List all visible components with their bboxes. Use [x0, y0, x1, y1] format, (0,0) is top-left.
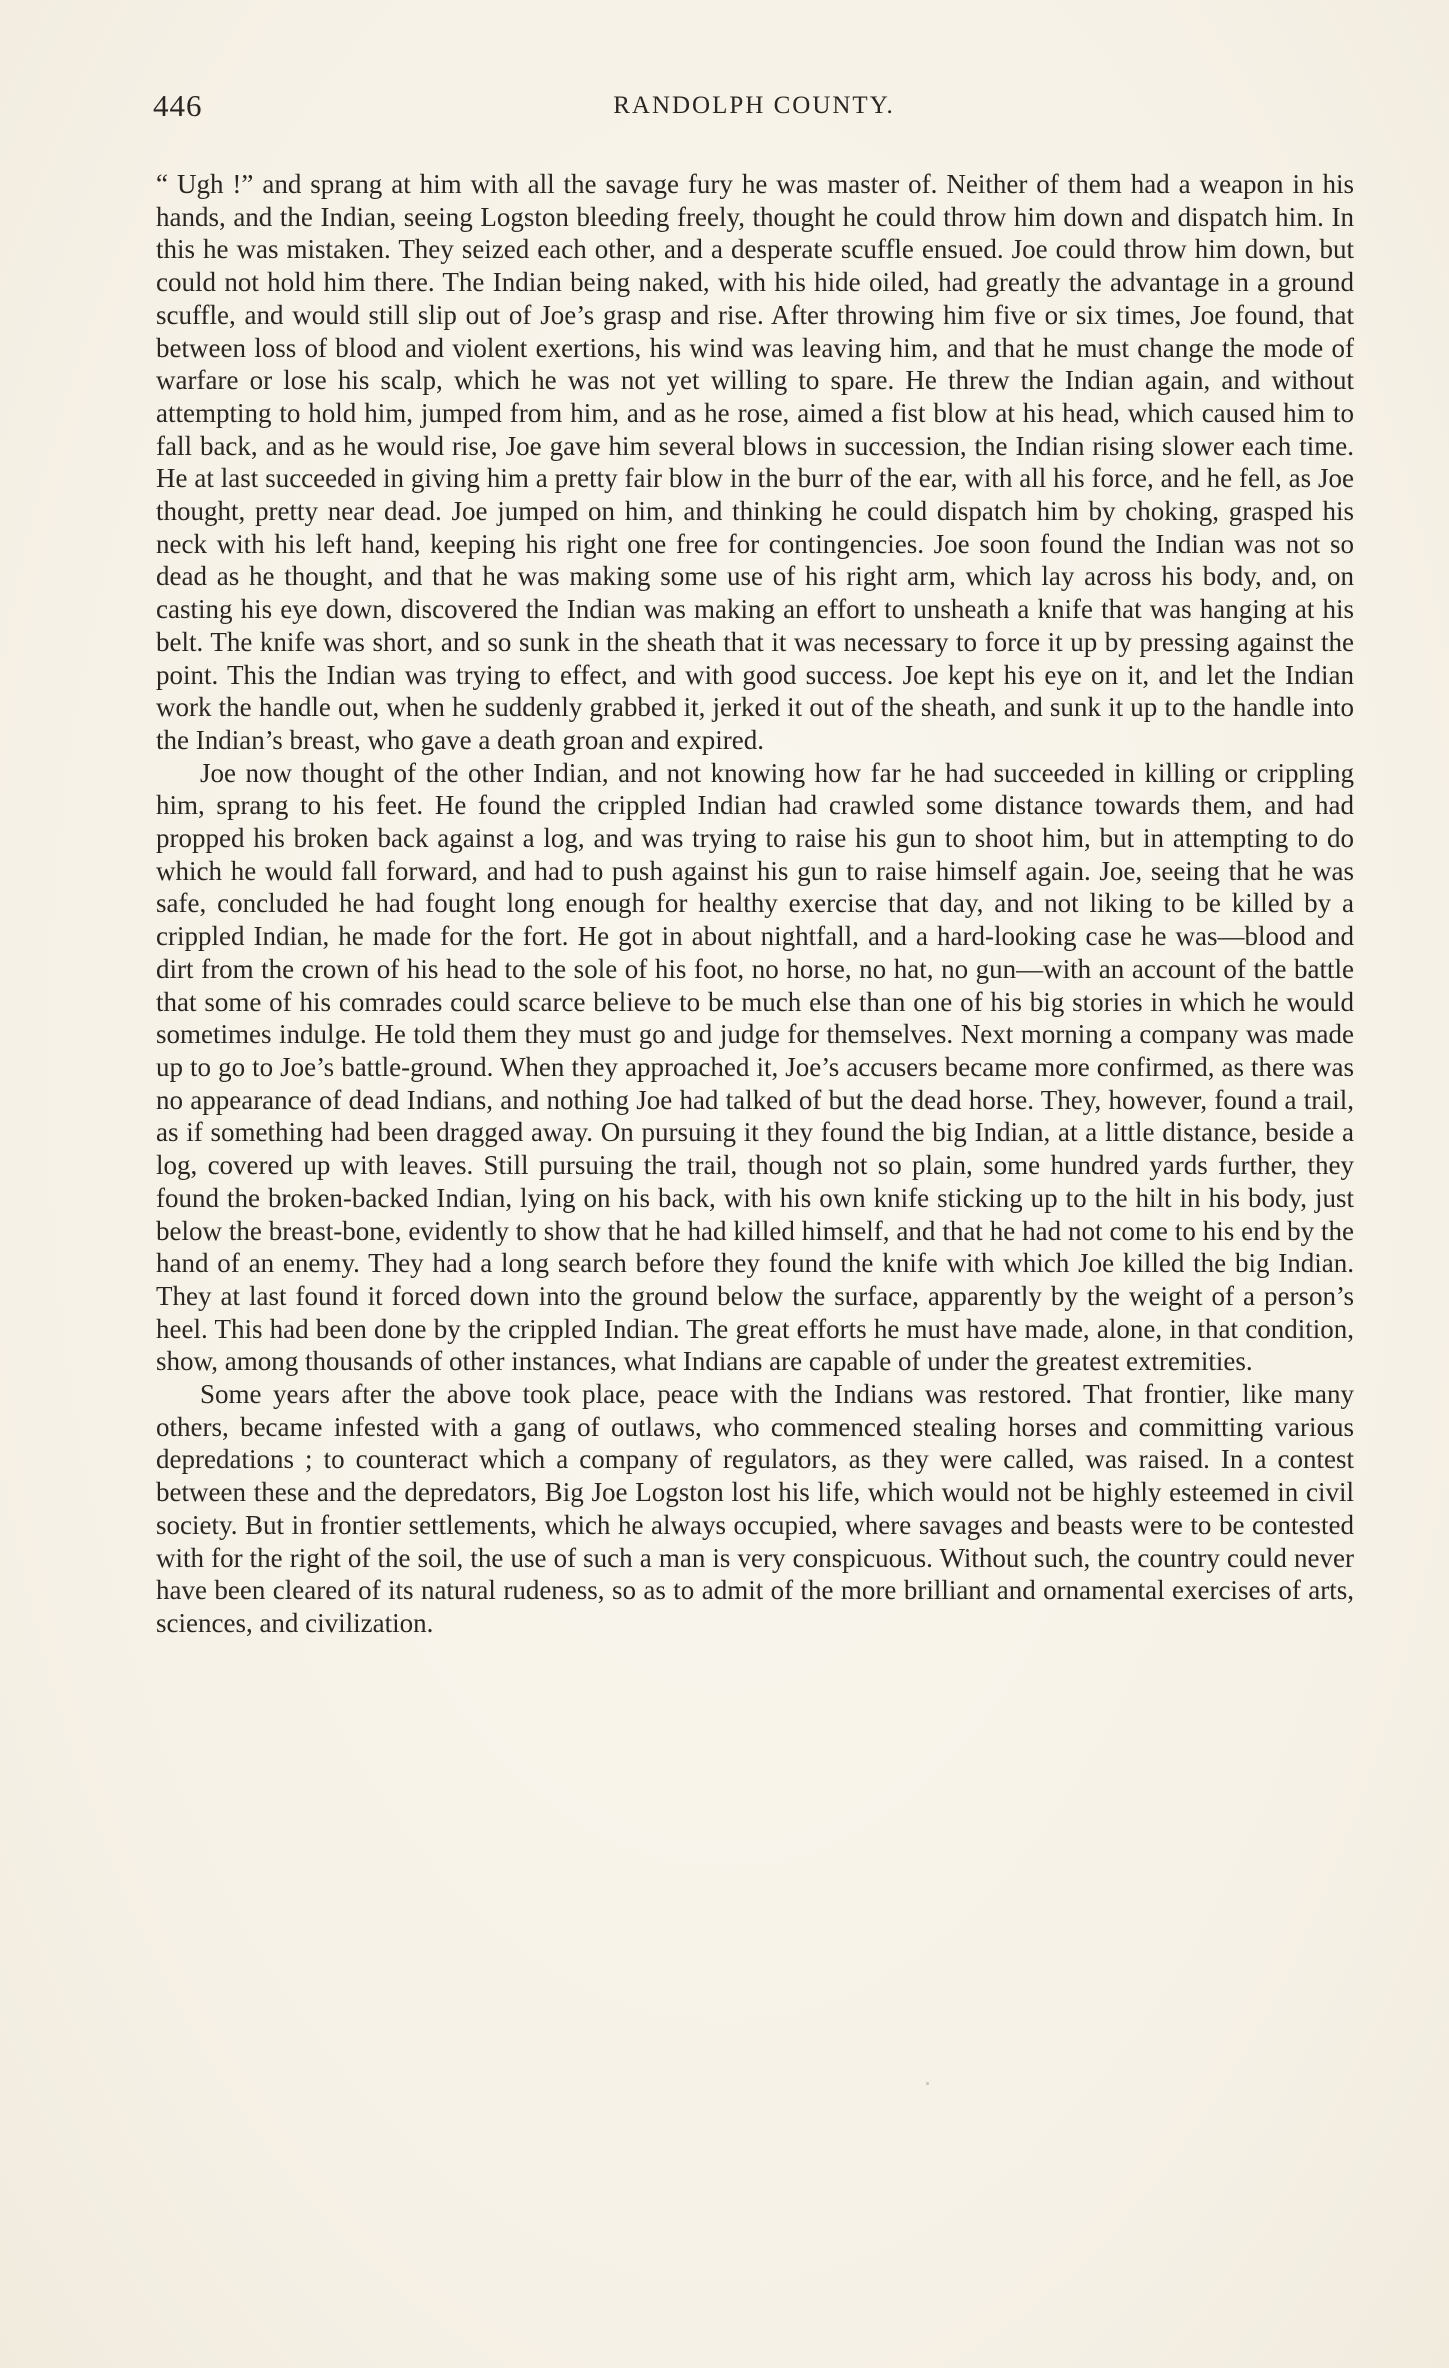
paragraph-2: Joe now thought of the other Indian, and not knowing how far he had succeeded in killing or crippling him, sprang to his feet. He found the crippled Indian had crawled some distance towards them, and had propped his broken back against a log, and was trying to raise his gun to shoot him, but in attempting to do which he would fall forward, and had to push against his gun to raise himself again. Joe, seeing that he was safe, concluded he had fought long enough for healthy exercise that day, and not liking to be killed by a crippled Indian, he made for the fort. He got in about nightfall, and a hard-looking case he was—blood and dirt from the crown of his head to the sole of his foot, no horse, no hat, no gun—with an account of the battle that some of his comrades could scarce believe to be much else than one of his big stories in which he would sometimes indulge. He told them they must go and judge for themselves. Next morning a company was made up to go to Joe’s battle-ground. When they approached it, Joe’s accusers became more confirmed, as there was no appearance of dead Indians, and nothing Joe had talked of but the dead horse. They, however, found a trail, as if something had been dragged away. On pursuing it they found the big Indian, at a little distance, beside a log, covered up with leaves. Still pursuing the trail, though not so plain, some hundred yards further, they found the broken-backed Indian, lying on his back, with his own knife sticking up to the hilt in his body, just below the breast-bone, evidently to show that he had killed himself, and that he had not come to his end by the hand of an enemy. They had a long search before they found the knife with which Joe killed the big Indian. They at last found it forced down into the ground below the surface, apparently by the weight of a person’s heel. This had been done by the crippled Indian. The great efforts he must have made, alone, in that condition, show, among thousands of other instances, what Indians are capable of under the greatest extremities. [156, 757, 1354, 1377]
paragraph-1: “ Ugh !” and sprang at him with all the savage fury he was master of. Neither of them had a weapon in his hands, and the Indian, seeing Logston bleeding freely, thought he could throw him down and dispatch him. In this he was mistaken. They seized each other, and a desperate scuffle ensued. Joe could throw him down, but could not hold him there. The Indian being naked, with his hide oiled, had greatly the advantage in a ground scuffle, and would still slip out of Joe’s grasp and rise. After throwing him five or six times, Joe found, that between loss of blood and violent exertions, his wind was leaving him, and that he must change the mode of warfare or lose his scalp, which he was not yet willing to spare. He threw the Indian again, and without attempting to hold him, jumped from him, and as he rose, aimed a fist blow at his head, which caused him to fall back, and as he would rise, Joe gave him several blows in succession, the Indian rising slower each time. He at last succeeded in giving him a pretty fair blow in the burr of the ear, with all his force, and he fell, as Joe thought, pretty near dead. Joe jumped on him, and thinking he could dispatch him by choking, grasped his neck with his left hand, keeping his right one free for contingencies. Joe soon found the Indian was not so dead as he thought, and that he was making some use of his right arm, which lay across his body, and, on casting his eye down, discovered the Indian was making an effort to unsheath a knife that was hanging at his belt. The knife was short, and so sunk in the sheath that it was necessary to force it up by pressing against the point. This the Indian was trying to effect, and with good success. Joe kept his eye on it, and let the Indian work the handle out, when he suddenly grabbed it, jerked it out of the sheath, and sunk it up to the handle into the Indian’s breast, who gave a death groan and expired. [156, 169, 1354, 755]
body-text [156, 168, 1354, 1640]
page-number: 446 [153, 88, 203, 123]
paragraph-3: Some years after the above took place, peace with the Indians was restored. That frontier, like many others, became infested with a gang of outlaws, who commenced stealing horses and committing various depredations ; to counteract which a company of regulators, as they were called, was raised. In a contest between these and the depredators, Big Joe Logston lost his life, which would not be highly esteemed in civil society. But in frontier settlements, which he always occupied, where savages and beasts were to be contested with for the right of the soil, the use of such a man is very conspicuous. Without such, the country could never have been cleared of its natural rudeness, so as to admit of the more brilliant and ornamental exercises of arts, sciences, and civilization. [156, 1379, 1354, 1638]
running-title: RANDOLPH COUNTY. [613, 92, 895, 119]
paper-speck [926, 2082, 929, 2085]
running-head [153, 88, 1355, 128]
